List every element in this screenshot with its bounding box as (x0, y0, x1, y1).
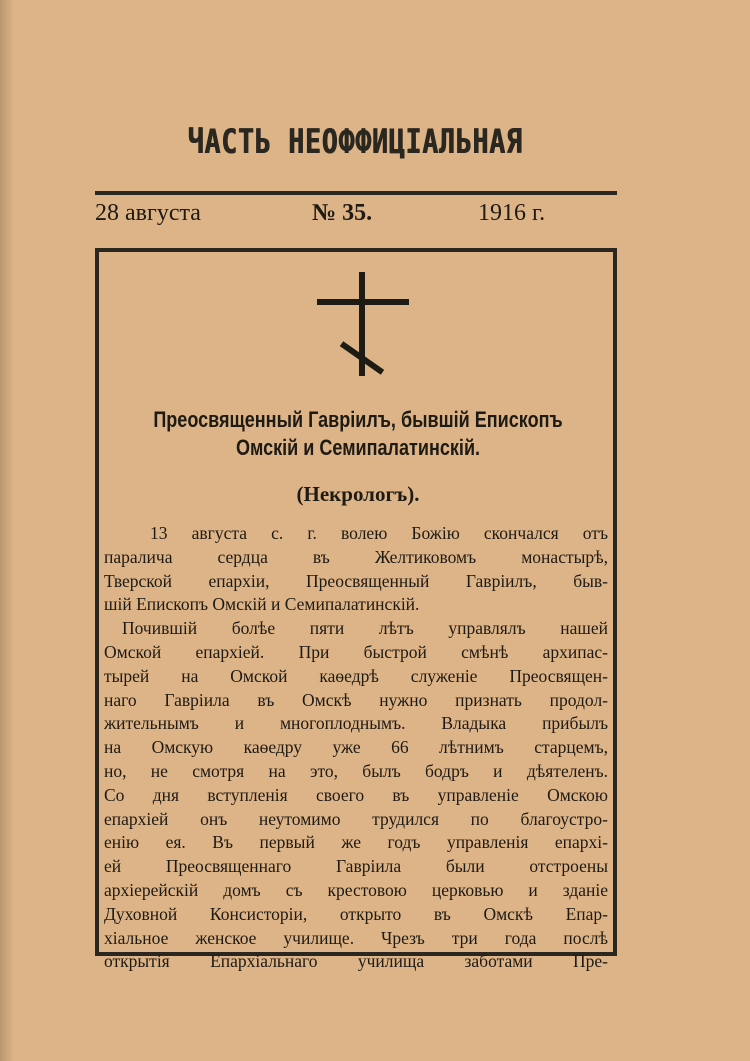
body-line: жительнымъ и многоплоднымъ. Владыка прибылъ (104, 713, 608, 734)
issue-number: № 35. (312, 200, 373, 226)
header-rule-top (95, 191, 617, 195)
body-line: шій Епископъ Омскій и Семипалатинскій. (104, 594, 420, 615)
body-line: Духовной Консисторіи, открыто въ Омскѣ Епар- (104, 903, 608, 924)
frame-right (613, 248, 617, 956)
body-line: открытія Епархіальнаго училища заботами Пре- (104, 951, 608, 972)
article-title: Преосвященный Гавріилъ, бывшій Епископъ Омскій и Семипалатинскій. (153, 407, 563, 460)
body-line: Тверской епархіи, Преосвященный Гавріилъ, быв- (104, 570, 608, 591)
body-line: енію ея. Въ первый же годъ управленія епархі- (104, 832, 608, 853)
body-line: ей Преосвященнаго Гавріила были отстроены (104, 856, 608, 877)
issue-year: 1916 г. (478, 200, 546, 226)
body-line: Со дня вступленія своего въ управленіе Омскою (104, 784, 608, 805)
body-line: паралича сердца въ Желтиковомъ монастырѣ, (104, 546, 608, 567)
body-line: на Омскую каѳедру уже 66 лѣтнимъ старцемъ, (104, 737, 608, 758)
page-edge-shadow (0, 0, 14, 1061)
body-line: 13 августа с. г. волею Божію скончался отъ (150, 523, 608, 543)
article-body (104, 522, 608, 974)
body-line: Почившій болѣе пяти лѣтъ управлялъ нашей (122, 618, 608, 639)
article-subtitle: (Некрологъ). (296, 482, 420, 506)
body-line: епархіей онъ неутомимо трудился по благоустро- (104, 808, 608, 829)
frame-left (95, 248, 99, 956)
body-line: но, не смотря на это, былъ бодръ и дѣятеленъ. (104, 760, 608, 781)
issue-date: 28 августа (95, 200, 201, 226)
body-line: наго Гавріила въ Омскѣ нужно признать продол- (104, 689, 608, 710)
section-heading: ЧАСТЬ НЕОФФИЦІАЛЬНАЯ (187, 122, 523, 162)
body-line: хіальное женское училище. Чрезъ три года послѣ (104, 927, 608, 948)
body-line: тырей на Омской каѳедрѣ служеніе Преосвящен- (104, 665, 608, 686)
frame-top (95, 248, 617, 252)
body-line: архіерейскій домъ съ крестовою церковью и зданіе (104, 879, 608, 900)
body-line: Омской епархіей. При быстрой смѣнѣ архипас- (104, 641, 608, 662)
